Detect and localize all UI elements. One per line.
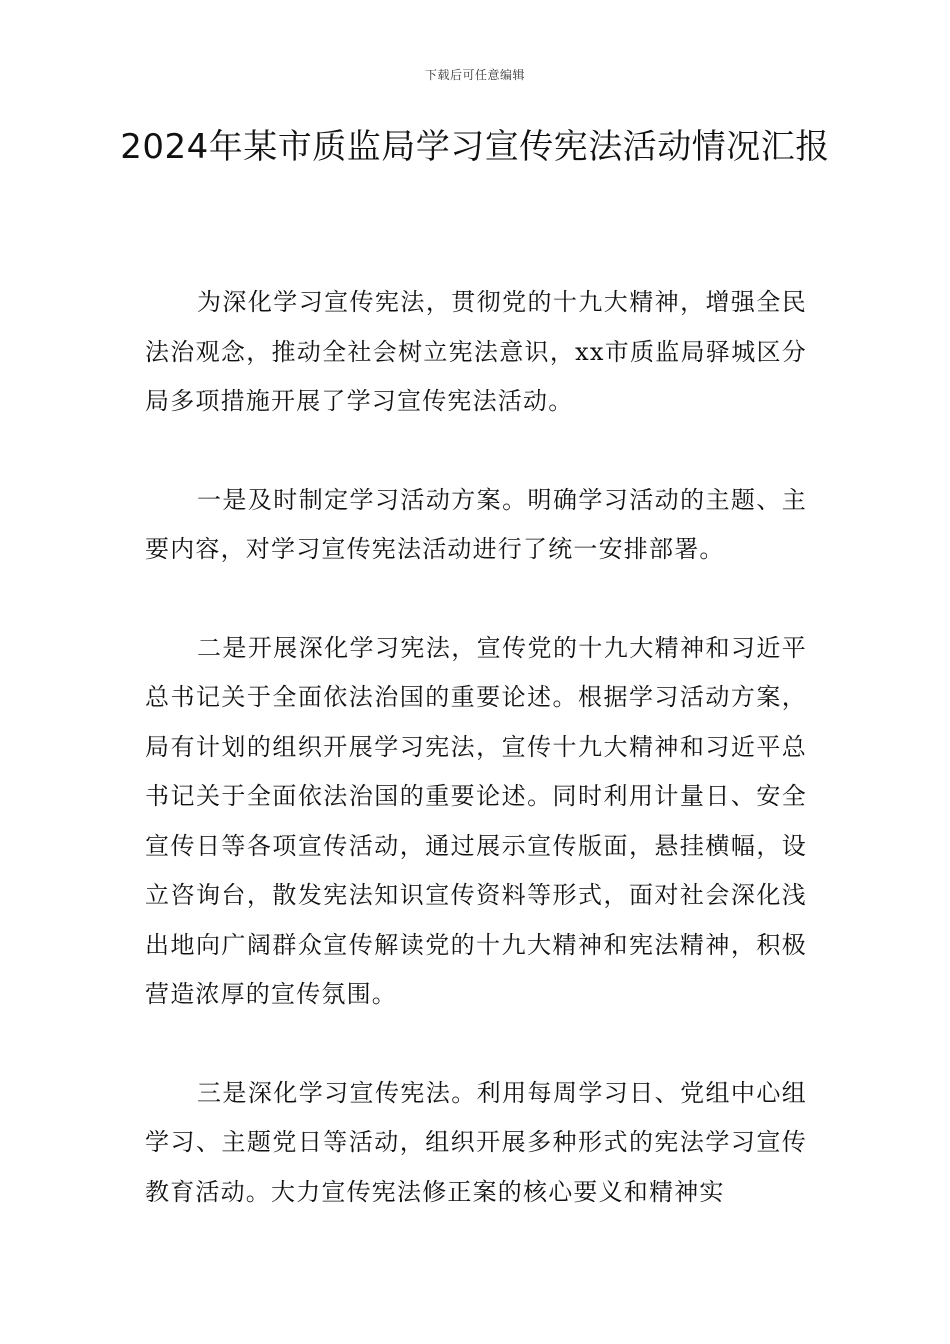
document-title: 2024年某市质监局学习宣传宪法活动情况汇报 xyxy=(120,127,830,167)
header-note: 下载后可任意编辑 xyxy=(424,68,525,82)
document-body xyxy=(145,278,807,1266)
paragraph-intro: 为深化学习宣传宪法，贯彻党的十九大精神，增强全民法治观念，推动全社会树立宪法意识，xx市质监局驿城区分局多项措施开展了学习宣传宪法活动。 xyxy=(145,288,807,415)
paragraph-second-measure: 二是开展深化学习宪法，宣传党的十九大精神和习近平总书记关于全面依法治国的重要论述。根据学习活动方案，局有计划的组织开展学习宪法，宣传十九大精神和习近平总书记关于全面依法治国的重要论述。同时利用计量日、安全宣传日等各项宣传活动，通过展示宣传版面，悬挂横幅，设立咨询台，散发宪法知识宣传资料等形式，面对社会深化浅出地向广阔群众宣传解读党的十九大精神和宪法精神，积极营造浓厚的宣传氛围。 xyxy=(145,633,807,1008)
paragraph-first-measure: 一是及时制定学习活动方案。明确学习活动的主题、主要内容，对学习宣传宪法活动进行了统一安排部署。 xyxy=(145,485,807,563)
paragraph-third-measure: 三是深化学习宣传宪法。利用每周学习日、党组中心组学习、主题党日等活动，组织开展多种形式的宪法学习宣传教育活动。大力宣传宪法修正案的核心要义和精神实 xyxy=(145,1078,807,1206)
